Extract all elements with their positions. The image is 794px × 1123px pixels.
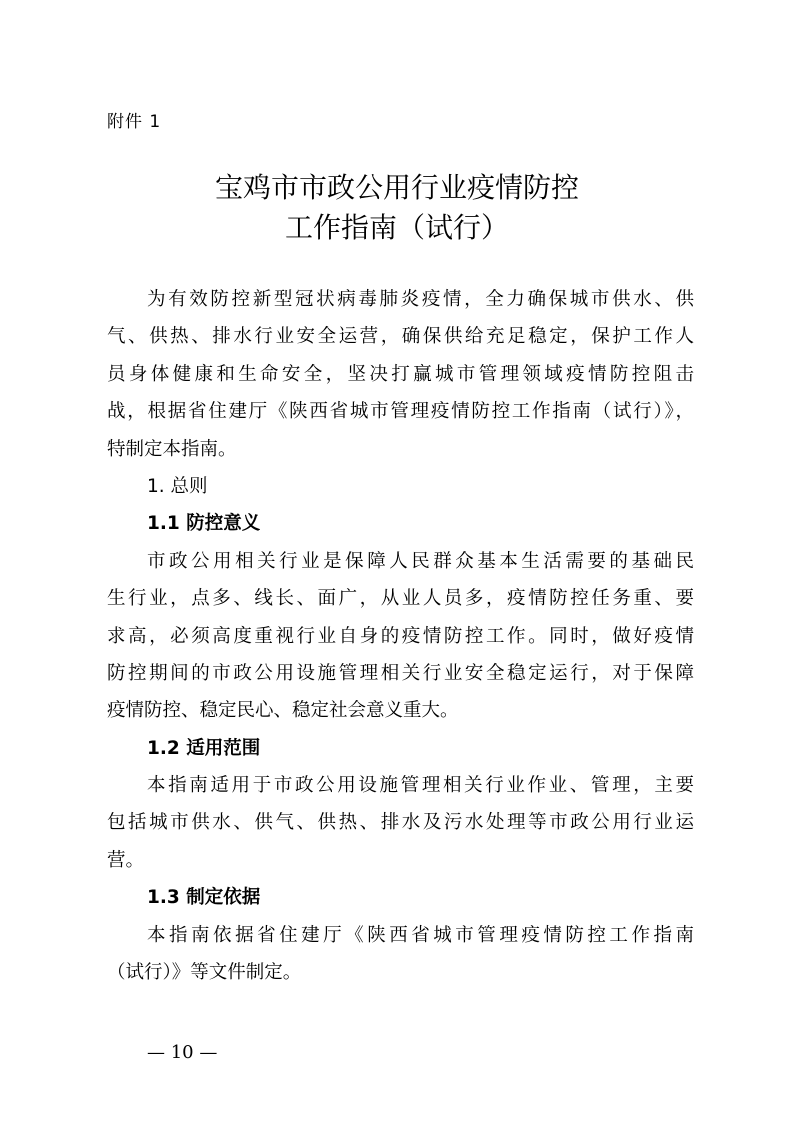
paragraph-line: 疫情防控、稳定民心、稳定社会意义重大。: [107, 700, 459, 722]
paragraph-line: 防控期间的市政公用设施管理相关行业安全稳定运行，对于保障: [107, 662, 694, 684]
section-heading: 1. 总则: [147, 475, 208, 497]
paragraph-line: （试行）》等文件制定。: [107, 962, 302, 984]
paragraph-line: 生行业，点多、线长、面广，从业人员多，疫情防控任务重、要: [107, 588, 694, 610]
paragraph-line: 营。: [107, 849, 145, 871]
intro-line: 特制定本指南。: [107, 438, 237, 460]
paragraph-line: 本指南依据省住建厅《陕西省城市管理疫情防控工作指南: [147, 924, 694, 946]
intro-line: 气、供热、排水行业安全运营，确保供给充足稳定，保护工作人: [107, 326, 694, 348]
document-title-line-1: 宝鸡市市政公用行业疫情防控: [214, 171, 579, 204]
subsection-heading: 1.1 防控意义: [147, 513, 261, 535]
subsection-heading: 1.2 适用范围: [147, 737, 261, 759]
paragraph-line: 市政公用相关行业是保障人民群众基本生活需要的基础民: [147, 550, 694, 572]
paragraph-line: 本指南适用于市政公用设施管理相关行业作业、管理，主要: [147, 775, 694, 797]
intro-line: 为有效防控新型冠状病毒肺炎疫情，全力确保城市供水、供: [147, 289, 694, 310]
paragraph-line: 包括城市供水、供气、供热、排水及污水处理等市政公用行业运: [107, 812, 694, 834]
paragraph-line: 求高，必须高度重视行业自身的疫情防控工作。同时，做好疫情: [107, 625, 694, 647]
document-title-line-2: 工作指南（试行）: [284, 211, 509, 244]
subsection-heading: 1.3 制定依据: [147, 887, 261, 909]
intro-line: 战，根据省住建厅《陕西省城市管理疫情防控工作指南（试行）》，: [107, 401, 694, 423]
intro-line: 员身体健康和生命安全，坚决打赢城市管理领域疫情防控阻击: [107, 363, 694, 385]
attachment-label: 附件 1: [107, 112, 162, 132]
page-number: — 10 —: [147, 1042, 218, 1063]
document-body: [107, 281, 694, 991]
